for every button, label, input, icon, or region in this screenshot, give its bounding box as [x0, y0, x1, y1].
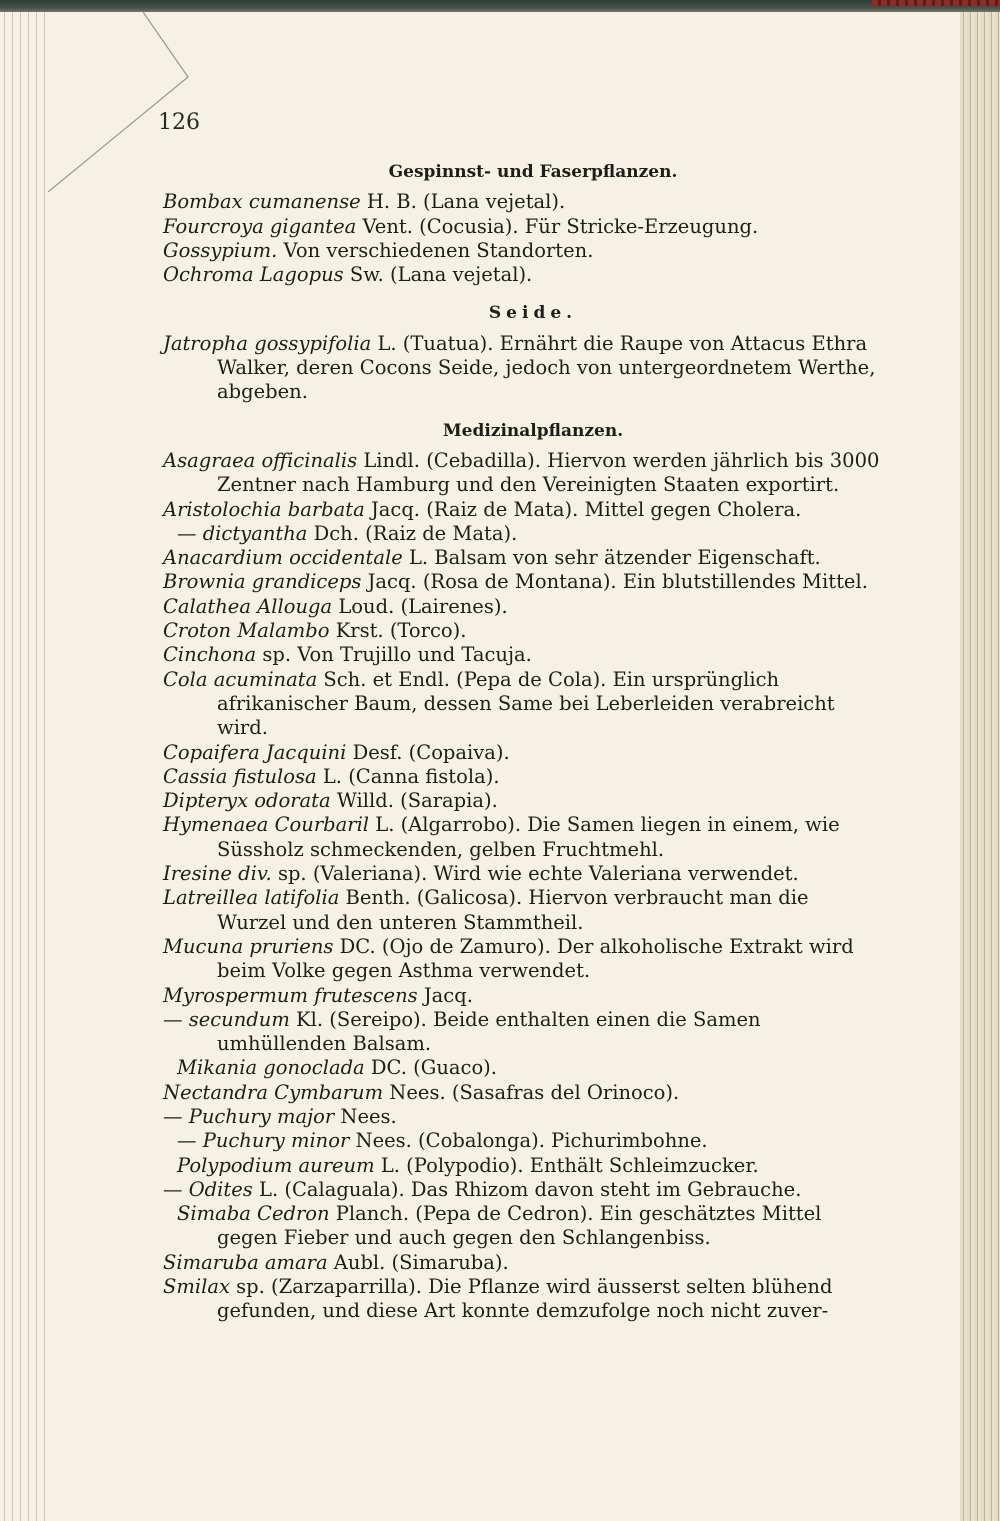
list-item: [163, 741, 883, 765]
entry-text: Willd. (Sarapia).: [336, 789, 498, 813]
entry-text: L. (Calaguala). Das Rhizom davon steht im Gebrauche.: [259, 1177, 802, 1201]
page-number: 126: [158, 110, 200, 135]
taxon-name: Cinchona: [163, 643, 257, 667]
taxon-name: Bombax cumanense: [163, 190, 361, 214]
list-item: [163, 498, 883, 522]
taxon-name: Mucuna pruriens: [163, 934, 334, 958]
taxon-name: Asagraea officinalis: [163, 448, 358, 472]
list-item: [163, 619, 883, 643]
list-item: [163, 862, 883, 886]
taxon-name: Hymenaea Courbaril: [163, 813, 370, 837]
entry-text: Benth. (Galicosa). Hiervon verbraucht man die Wurzel und den unteren Stammtheil.: [217, 886, 809, 934]
entry-text: L. (Algarrobo). Die Samen liegen in einem, wie Süssholz schmeckenden, gelben Fruchtmehl.: [217, 813, 840, 861]
list-item: [163, 546, 883, 570]
list-item: [163, 984, 883, 1008]
taxon-name: Cola acuminata: [163, 667, 318, 691]
entry-text: L. (Polypodio). Enthält Schleimzucker.: [380, 1153, 759, 1177]
cover-edge: [0, 0, 1000, 12]
taxon-name: — Odites: [163, 1177, 253, 1201]
taxon-name: Simaba Cedron: [177, 1202, 330, 1226]
taxon-name: Myrospermum frutescens: [163, 983, 418, 1007]
taxon-name: Nectandra Cymbarum: [163, 1080, 384, 1104]
entry-text: sp. (Valeriana). Wird wie echte Valeriana verwendet.: [277, 862, 799, 886]
list-item: [163, 1129, 883, 1153]
taxon-name: Brownia grandiceps: [163, 570, 362, 594]
entry-text: DC. (Guaco).: [370, 1056, 497, 1080]
list-item: [163, 935, 883, 984]
taxon-name: Calathea Allouga: [163, 594, 333, 618]
entry-text: Desf. (Copaiva).: [352, 740, 510, 764]
entry-text: H. B. (Lana vejetal).: [366, 190, 566, 214]
taxon-name: Latreillea latifolia: [163, 886, 340, 910]
entry-text: Lindl. (Cebadilla). Hiervon werden jährlich bis 3000 Zentner nach Hamburg und den Vereinigten Staaten exportirt.: [217, 448, 880, 497]
list-item: [163, 668, 883, 741]
taxon-name: — Puchury minor: [177, 1129, 350, 1153]
taxon-name: Mikania gonoclada: [177, 1056, 365, 1080]
taxon-name: Polypodium aureum: [177, 1153, 375, 1177]
list-item: [163, 1056, 883, 1080]
entry-text: Aubl. (Simaruba).: [333, 1250, 509, 1274]
list-item: [163, 332, 883, 405]
entry-text: Vent. (Cocusia). Für Stricke-Erzeugung.: [362, 214, 759, 238]
taxon-name: — Puchury major: [163, 1104, 335, 1128]
list-item: [163, 643, 883, 667]
taxon-name: — dictyantha: [177, 521, 308, 545]
entry-text: Kl. (Sereipo). Beide enthalten einen die Samen umhüllenden Balsam.: [217, 1007, 761, 1056]
entry-text: Jacq.: [423, 983, 473, 1007]
taxon-name: Jatropha gossypifolia: [163, 331, 372, 355]
list-item: [163, 1154, 883, 1178]
list-item: [163, 789, 883, 813]
entry-text: sp. Von Trujillo und Tacuja.: [262, 643, 532, 667]
entry-text: Krst. (Torco).: [335, 619, 467, 643]
list-item: [163, 1275, 883, 1324]
list-item: [163, 765, 883, 789]
entry-text: L. (Tuatua). Ernährt die Raupe von Attacus Ethra Walker, deren Cocons Seide, jedoch von untergeordnetem Werthe, abgeben.: [217, 331, 876, 404]
taxon-name: Dipteryx odorata: [163, 789, 331, 813]
entry-text: Nees. (Cobalonga). Pichurimbohne.: [355, 1129, 708, 1153]
list-item: [163, 522, 883, 546]
list-item: [163, 215, 883, 239]
list-item: [163, 886, 883, 935]
list-item: [163, 239, 883, 263]
list-item: [163, 1008, 883, 1057]
taxon-name: — secundum: [163, 1007, 290, 1031]
entry-text: Sw. (Lana vejetal).: [349, 263, 533, 287]
taxon-name: Anacardium occidentale: [163, 546, 403, 570]
page-edges: [960, 12, 1000, 1521]
taxon-name: Cassia fistulosa: [163, 764, 317, 788]
entry-text: sp. (Zarzaparrilla). Die Pflanze wird äusserst selten blühend gefunden, und diese Art konnte demzufolge noch nicht zuver-: [217, 1275, 833, 1323]
list-item: [163, 813, 883, 862]
entry-text: Dch. (Raiz de Mata).: [313, 521, 518, 545]
list-item: [163, 1202, 883, 1251]
entry-text: Sch. et Endl. (Pepa de Cola). Ein ursprünglich afrikanischer Baum, dessen Same bei Leberleiden verabreicht wird.: [217, 667, 835, 740]
list-item: [163, 263, 883, 287]
taxon-name: Aristolochia barbata: [163, 497, 365, 521]
list-item: [163, 1105, 883, 1129]
section-heading: Medizinalpflanzen.: [442, 420, 624, 441]
entry-text: Nees. (Sasafras del Orinoco).: [389, 1080, 680, 1104]
entry-text: DC. (Ojo de Zamuro). Der alkoholische Extrakt wird beim Volke gegen Asthma verwendet.: [217, 934, 854, 983]
entry-text: L. Balsam von sehr ätzender Eigenschaft.: [408, 546, 821, 570]
entry-text: Planch. (Pepa de Cedron). Ein geschätztes Mittel gegen Fieber und auch gegen den Schlangenbiss.: [217, 1202, 822, 1250]
entry-text: L. (Canna fistola).: [322, 764, 500, 788]
list-item: [163, 1251, 883, 1275]
list-item: [163, 1081, 883, 1105]
entry-text: Nees.: [340, 1104, 397, 1128]
list-item: [163, 190, 883, 214]
taxon-name: Copaifera Jacquini: [163, 740, 347, 764]
list-item: [163, 1178, 883, 1202]
bookmark-ribbon: [872, 0, 1000, 6]
spine-gutter: [0, 12, 48, 1521]
taxon-name: Smilax: [163, 1275, 230, 1299]
list-item: [163, 449, 883, 498]
entry-text: Jacq. (Raiz de Mata). Mittel gegen Cholera.: [370, 497, 802, 521]
taxon-name: Gossypium.: [163, 238, 278, 262]
entry-text: Jacq. (Rosa de Montana). Ein blutstillendes Mittel.: [367, 570, 868, 594]
page-content: [163, 160, 883, 1324]
taxon-name: Croton Malambo: [163, 619, 330, 643]
entry-text: Loud. (Lairenes).: [338, 594, 508, 618]
section-heading: Seide.: [488, 303, 578, 324]
list-item: [163, 595, 883, 619]
list-item: [163, 570, 883, 594]
section-heading: Gespinnst- und Faserpflanzen.: [388, 162, 678, 182]
taxon-name: Ochroma Lagopus: [163, 263, 344, 287]
entry-text: Von verschiedenen Standorten.: [283, 238, 594, 262]
taxon-name: Simaruba amara: [163, 1250, 328, 1274]
taxon-name: Iresine div.: [163, 862, 272, 886]
taxon-name: Fourcroya gigantea: [163, 214, 357, 238]
